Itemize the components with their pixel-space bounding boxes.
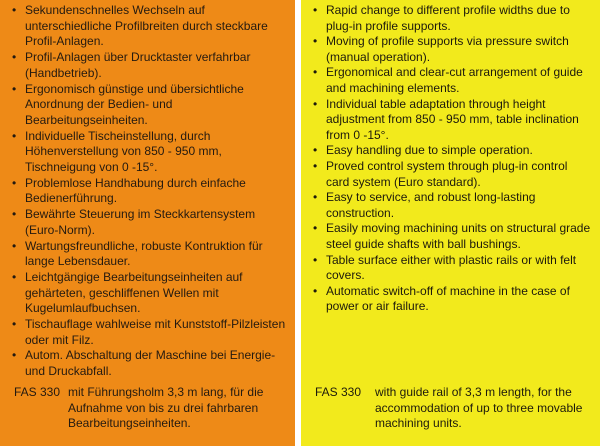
list-item: • Moving of profile supports via pressure switch (manual operation). [313,34,594,65]
list-item: • Profil-Anlagen über Drucktaster verfahrbar (Handbetrieb). [12,50,289,81]
list-item: • Ergonomisch günstige und übersichtliche Anordnung der Bedien- und Bearbeitungseinheiten. [12,82,289,129]
model-description: with guide rail of 3,3 m length, for the accommodation of up to three movable machining units. [375,385,583,431]
list-item: • Proved control system through plug-in control card system (Euro standard). [313,159,594,190]
list-item: • Individuelle Tischeinstellung, durch Höhenverstellung von 850 - 950 mm, Tischneigung von 0 -15°. [12,129,289,176]
list-item: • Problemlose Handhabung durch einfache Bedienerführung. [12,176,289,207]
english-model-note [315,385,592,432]
list-item: • Easy to service, and robust long-lasting construction. [313,190,594,221]
german-feature-list [12,3,289,380]
list-item: • Wartungsfreundliche, robuste Kontruktion für lange Lebensdauer. [12,239,289,270]
list-item: • Leichtgängige Bearbeitungseinheiten auf gehärteten, geschliffenen Wellen mit Kugelumlaufbuchsen. [12,270,289,317]
german-model-note [14,385,287,432]
list-item: • Rapid change to different profile widths due to plug-in profile supports. [313,3,594,34]
list-item: • Autom. Abschaltung der Maschine bei Energie- und Druckabfall. [12,348,289,379]
list-item: • Ergonomical and clear-cut arrangement of guide and machining elements. [313,65,594,96]
list-item: • Easily moving machining units on structural grade steel guide shafts with ball bushings. [313,221,594,252]
english-feature-list [313,3,594,315]
model-label: FAS 330 [14,385,61,399]
list-item: • Table surface either with plastic rails or with felt covers. [313,253,594,284]
list-item: • Sekundenschnelles Wechseln auf unterschiedliche Profilbreiten durch steckbare Profil-Anlagen. [12,3,289,50]
english-column [301,0,600,446]
list-item: • Easy handling due to simple operation. [313,143,594,159]
list-item: • Individual table adaptation through height adjustment from 850 - 950 mm, table inclination from 0 -15°. [313,97,594,144]
model-label: FAS 330 [315,385,362,399]
list-item: • Tischauflage wahlweise mit Kunststoff-Pilzleisten oder mit Filz. [12,317,289,348]
model-description: mit Führungsholm 3,3 m lang, für die Aufnahme von bis zu drei fahrbaren Bearbeitungseinheiten. [68,385,264,431]
list-item: • Bewährte Steuerung im Steckkartensystem (Euro-Norm). [12,207,289,238]
list-item: • Automatic switch-off of machine in the case of power or air failure. [313,284,594,315]
german-column [0,0,295,446]
